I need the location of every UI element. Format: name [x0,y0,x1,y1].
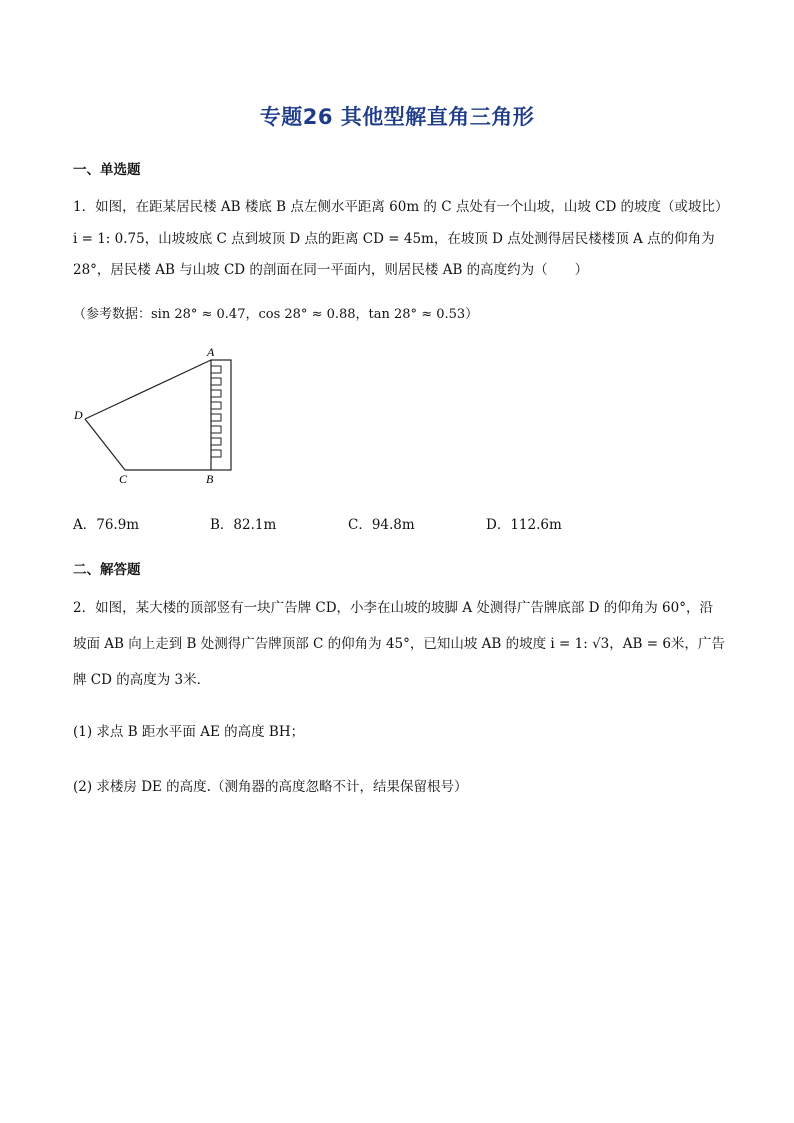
q2-sub-question-1: (1) 求点 B 距水平面 AE 的高度 BH； [73,724,305,740]
label-A: A [207,345,215,359]
q1-line-1: 1．如图，在距某居民楼 AB 楼底 B 点左侧水平距离 60m 的 C 点处有一个山坡，山坡 CD 的坡度（或坡比） [73,199,729,215]
q2-line-1: 2．如图，某大楼的顶部竖有一块广告牌 CD，小李在山坡的坡脚 A 处测得广告牌底部 D 的仰角为 60°，沿 [73,600,713,616]
q1-option-a: A．76.9m [73,517,140,533]
q2-line-3: 牌 CD 的高度为 3米． [73,672,211,688]
label-B: B [206,472,214,486]
q1-line-3: 28°，居民楼 AB 与山坡 CD 的剖面在同一平面内，则居民楼 AB 的高度约为（ ） [73,262,589,278]
q1-option-c: C．94.8m [348,517,415,533]
q1-figure [68,342,238,488]
q1-line-2: i = 1: 0.75，山坡坡底 C 点到坡顶 D 点的距离 CD = 45m，在坡顶 D 点处测得居民楼楼顶 A 点的仰角为 [73,231,715,247]
line-DA [85,360,211,419]
section-heading-single-choice: 一、单选题 [73,162,141,178]
label-C: C [119,472,128,486]
q1-reference-data: （参考数据：sin 28° ≈ 0.47，cos 28° ≈ 0.88，tan 28° ≈ 0.53） [73,307,479,322]
q1-option-d: D．112.6m [486,517,562,533]
section-heading-answer: 二、解答题 [73,562,141,578]
label-D: D [74,408,83,422]
line-DC [85,419,125,470]
q2-sub-question-2: (2) 求楼房 DE 的高度.（测角器的高度忽略不计，结果保留根号） [73,779,468,795]
q2-line-2: 坡面 AB 向上走到 B 处测得广告牌顶部 C 的仰角为 45°，已知山坡 AB 的坡度 i = 1: √3，AB = 6米，广告 [73,636,725,652]
q1-option-b: B．82.1m [210,517,277,533]
building-windows [211,366,221,457]
page-title: 专题26 其他型解直角三角形 [259,105,535,129]
